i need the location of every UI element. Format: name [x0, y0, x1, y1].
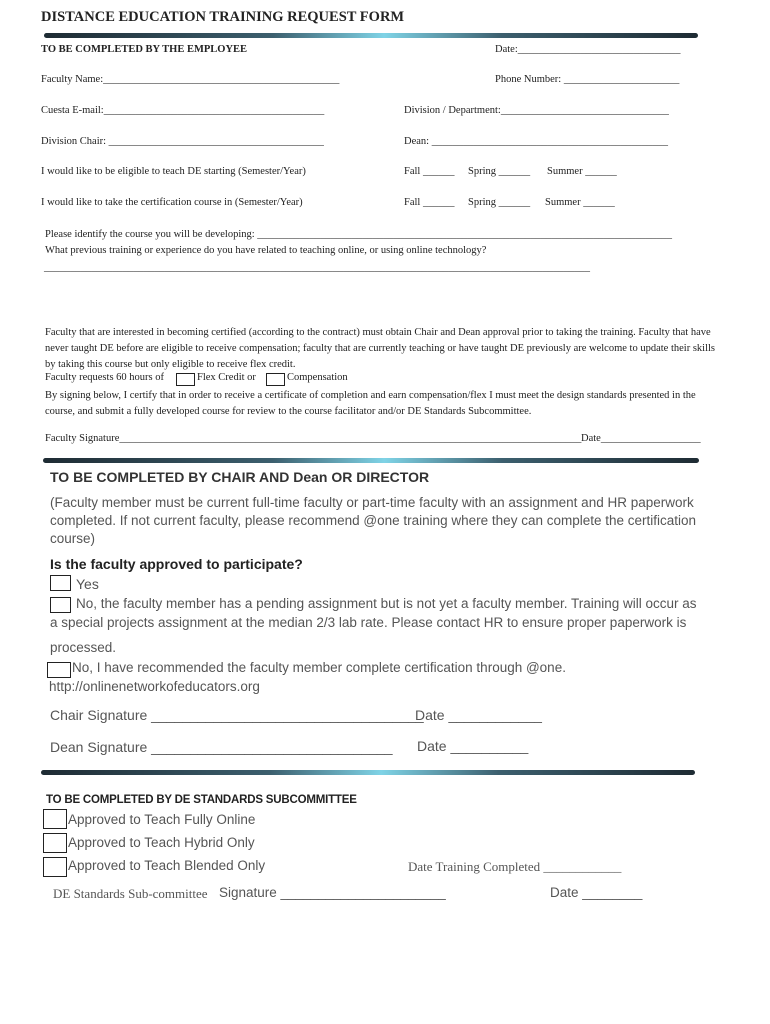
- pending-assignment-label-line1: No, the faculty member has a pending assignment but is not yet a faculty member. Training will occur as: [76, 596, 697, 611]
- teach-de-prompt: I would like to be eligible to teach DE starting (Semester/Year): [41, 166, 306, 177]
- recommended-at-one-label: No, I have recommended the faculty member complete certification through @one.: [72, 660, 566, 675]
- phone-number-field[interactable]: Phone Number: ______________________: [495, 74, 680, 85]
- date-field[interactable]: Date:_______________________________: [495, 44, 681, 55]
- chair-section-heading: TO BE COMPLETED BY CHAIR AND Dean OR DIRECTOR: [50, 469, 430, 485]
- chair-signature-date-field[interactable]: Date ____________: [415, 707, 542, 723]
- approved-yes-label: Yes: [76, 576, 99, 592]
- cuesta-email-field[interactable]: Cuesta E-mail:__________________________________________: [41, 105, 325, 116]
- chair-section-divider: [43, 458, 699, 463]
- hybrid-label: Approved to Teach Hybrid Only: [68, 835, 255, 850]
- employee-section-heading: TO BE COMPLETED BY THE EMPLOYEE: [41, 44, 248, 55]
- de-standards-heading: TO BE COMPLETED BY DE STANDARDS SUBCOMMITTEE: [46, 794, 357, 806]
- faculty-signature-date-field[interactable]: Date___________________: [581, 433, 701, 444]
- cert-summer-field[interactable]: Summer ______: [545, 197, 615, 208]
- pending-assignment-label-line3: processed.: [50, 640, 117, 655]
- previous-training-prompt: What previous training or experience do you have related to teaching online, or using online technology?: [45, 245, 487, 256]
- teach-spring-field[interactable]: Spring ______: [468, 166, 531, 177]
- certification-paragraph: Faculty that are interested in becoming certified (according to the contract) must obtain Chair and Dean approval prior to taking the training. Faculty that have never taught DE before are eligible to receive compensation; faculty that are currently teaching or have taught DE previously are welcome to update their skills by taking this course but only eligible to receive flex credit.: [45, 327, 715, 370]
- cert-fall-field[interactable]: Fall ______: [404, 197, 455, 208]
- at-one-url[interactable]: http://onlinenetworkofeducators.org: [49, 679, 260, 694]
- division-chair-field[interactable]: Division Chair: _________________________________________: [41, 136, 324, 147]
- faculty-signature-field[interactable]: Faculty Signature________________________________________________________________________________________: [45, 433, 582, 444]
- compensation-checkbox[interactable]: [266, 373, 285, 386]
- recommended-at-one-checkbox[interactable]: [47, 662, 71, 678]
- flex-credit-checkbox[interactable]: [176, 373, 195, 386]
- faculty-requests-line: [45, 372, 164, 383]
- certification-prompt: I would like to take the certification course in (Semester/Year): [41, 197, 303, 208]
- de-signature-prefix: DE Standards Sub-committee: [53, 886, 208, 901]
- teach-fall-field[interactable]: Fall ______: [404, 166, 455, 177]
- fully-online-checkbox[interactable]: [43, 809, 67, 829]
- flex-credit-label: Flex Credit or: [197, 372, 256, 383]
- faculty-name-field[interactable]: Faculty Name:_____________________________________________: [41, 74, 340, 85]
- blended-checkbox[interactable]: [43, 857, 67, 877]
- de-signature-field[interactable]: Signature ______________________: [219, 885, 446, 900]
- chair-signature-field[interactable]: Chair Signature ___________________________________: [50, 707, 424, 723]
- approval-question: Is the faculty approved to participate?: [50, 556, 303, 572]
- fully-online-label: Approved to Teach Fully Online: [68, 812, 256, 827]
- date-training-completed-field[interactable]: Date Training Completed ____________: [408, 859, 622, 874]
- blended-label: Approved to Teach Blended Only: [68, 858, 266, 873]
- signing-paragraph: By signing below, I certify that in order to receive a certificate of completion and earn compensation/flex I must meet the design standards presented in the course, and submit a fully developed course for review to the course facilitator and/or DE Standards Subcommittee.: [45, 390, 696, 417]
- de-standards-divider: [41, 770, 695, 775]
- approved-yes-checkbox[interactable]: [50, 575, 71, 591]
- compensation-label: Compensation: [287, 372, 348, 383]
- course-identify-field[interactable]: Please identify the course you will be developing: _______________________________________________________________________________: [45, 229, 673, 240]
- hybrid-checkbox[interactable]: [43, 833, 67, 853]
- dean-signature-field[interactable]: Dean Signature _______________________________: [50, 739, 393, 755]
- teach-summer-field[interactable]: Summer ______: [547, 166, 617, 177]
- pending-assignment-checkbox[interactable]: [50, 597, 71, 613]
- form-title: DISTANCE EDUCATION TRAINING REQUEST FORM: [41, 9, 405, 25]
- chair-note: (Faculty member must be current full-time faculty or part-time faculty with an assignment and HR paperwork completed. If not current faculty, please recommend @one training where they can complete the certification course): [50, 495, 697, 546]
- dean-field[interactable]: Dean: _____________________________________________: [404, 136, 668, 147]
- previous-training-answer-line[interactable]: ________________________________________________________________________________________________________: [44, 262, 590, 273]
- header-divider: [44, 33, 698, 38]
- pending-assignment-label-line2: a special projects assignment at the median 2/3 lab rate. Please contact HR to ensure proper paperwork is: [50, 615, 687, 630]
- division-department-field[interactable]: Division / Department:________________________________: [404, 105, 669, 116]
- de-signature-date-field[interactable]: Date ________: [550, 885, 643, 900]
- dean-signature-date-field[interactable]: Date __________: [417, 738, 529, 754]
- faculty-requests-prefix: Faculty requests 60 hours of: [45, 372, 164, 383]
- cert-spring-field[interactable]: Spring ______: [468, 197, 531, 208]
